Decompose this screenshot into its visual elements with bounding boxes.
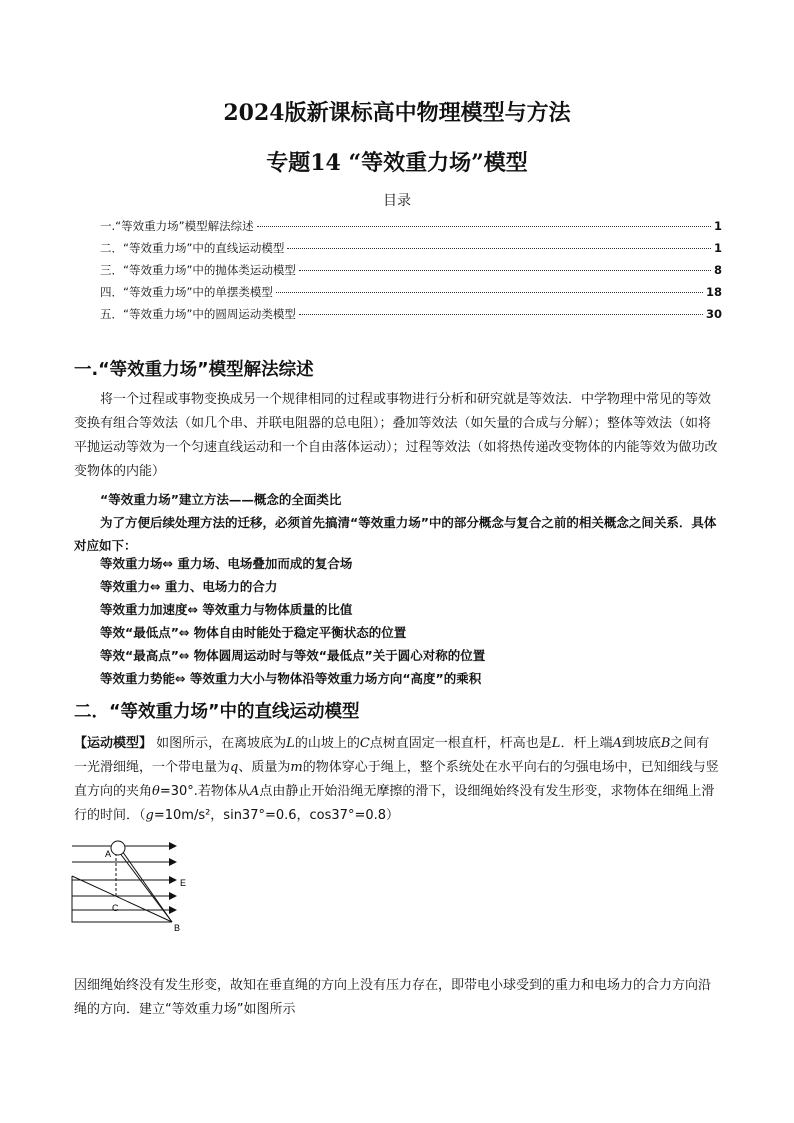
toc-entry-label: 二．“等效重力场”中的直线运动模型 <box>100 241 285 255</box>
toc-leader-dots <box>299 314 703 315</box>
method-title: “等效重力场”建立方法——概念的全面类比 <box>100 492 342 507</box>
math-var: θ <box>152 784 160 799</box>
definition-item: 等效重力势能⇔ 等效重力大小与物体沿等效重力场方向“高度”的乘积 <box>100 671 482 686</box>
math-var: g <box>145 808 154 823</box>
analysis-paragraph: 因细绳始终没有发生形变，故知在垂直绳的方向上没有压力存在，即带电小球受到的重力和电场力的合力方向沿绳的方向．建立“等效重力场”如图所示 <box>74 978 712 1017</box>
text-run: 的物体穿心于绳上，整个系统处在水平向右的匀强电场中，已知细线与竖直方向的夹角 <box>74 760 719 799</box>
text-run: 之间有一光滑细绳，一个带电量为 <box>74 736 710 775</box>
section-heading-1: 一.“等效重力场”模型解法综述 <box>74 360 314 380</box>
text-run: ．杆上端 <box>560 736 613 751</box>
text-run: 点由静止开始沿绳无摩擦的滑下，设细绳始终没有发生形变，求物体在细绳上滑行的时间．（ <box>74 784 715 823</box>
section-heading-2: 二．“等效重力场”中的直线运动模型 <box>74 702 360 722</box>
definition-item: 等效重力场⇔ 重力场、电场叠加而成的复合场 <box>100 556 353 571</box>
toc-entry-page: 30 <box>705 307 722 321</box>
toc-leader-dots <box>299 270 711 271</box>
label-e: E <box>180 878 187 888</box>
toc-entry-label: 五．“等效重力场”中的圆周运动类模型 <box>100 307 296 321</box>
text-run: 、质量为 <box>238 760 291 775</box>
slope-surface <box>72 876 172 922</box>
math-var: L <box>286 736 295 751</box>
definition-list <box>100 552 722 690</box>
intro-paragraph: 将一个过程或事物变换成另一个规律相同的过程或事物进行分析和研究就是等效法．中学物理中常见的等效变换有组合等效法（如几个串、并联电阻器的总电阻）；叠加等效法（如矢量的合成与分解）；整体等效法（如将平抛运动等效为一个匀速直线运动和一个自由落体运动）；过程等效法（如将热传递改变物体的内能等效为做功改变物体的内能） <box>74 392 718 479</box>
problem-paragraph <box>74 732 722 828</box>
definition-item: 等效重力加速度⇔ 等效重力与物体质量的比值 <box>100 602 353 617</box>
toc-entry-page: 1 <box>713 219 722 233</box>
toc-entry[interactable] <box>100 306 722 328</box>
definition-item: 等效“最高点”⇔ 物体圆周运动时与等效“最低点”关于圆心对称的位置 <box>100 648 486 663</box>
definition-item: 等效重力⇔ 重力、电场力的合力 <box>100 579 278 594</box>
charged-ball <box>111 841 125 855</box>
math-var: C <box>359 736 370 751</box>
math-var: B <box>660 736 671 751</box>
physics-figure <box>64 834 194 934</box>
toc-entry-page: 18 <box>705 285 722 299</box>
math-var: m <box>290 760 303 775</box>
method-text: 为了方便后续处理方法的迁移，必须首先搞清“等效重力场”中的部分概念与复合之前的相关概念之间关系．具体对应如下： <box>74 515 717 553</box>
math-var: q <box>230 760 239 775</box>
text-run: 如图所示，在离坡底为 <box>156 736 287 751</box>
document-title: 2024版新课标高中物理模型与方法 <box>223 100 571 126</box>
table-of-contents <box>100 218 722 328</box>
toc-entry-page: 1 <box>713 241 722 255</box>
math-var: A <box>612 736 622 751</box>
rope-edge <box>120 848 172 922</box>
toc-entry[interactable] <box>100 284 722 306</box>
toc-entry-page: 8 <box>713 263 722 277</box>
toc-leader-dots <box>257 226 711 227</box>
toc-leader-dots <box>287 248 711 249</box>
toc-leader-dots <box>276 292 703 293</box>
text-run: 的山坡上的 <box>294 736 360 751</box>
toc-entry-label: 三．“等效重力场”中的抛体类运动模型 <box>100 263 296 277</box>
label-a: A <box>105 849 112 859</box>
toc-entry[interactable] <box>100 218 722 240</box>
definition-item: 等效“最低点”⇔ 物体自由时能处于稳定平衡状态的位置 <box>100 625 407 640</box>
toc-entry[interactable] <box>100 240 722 262</box>
math-var: L <box>551 736 561 751</box>
toc-entry[interactable] <box>100 262 722 284</box>
problem-tag: 【运动模型】 <box>74 736 153 751</box>
text-run: =30°.若物体从 <box>159 784 250 799</box>
toc-heading: 目录 <box>383 193 411 209</box>
toc-entry-label: 四．“等效重力场”中的单摆类模型 <box>100 285 273 299</box>
text-run: 点树直固定一根直杆，杆高也是 <box>369 736 552 751</box>
text-run: 到坡底 <box>621 736 661 751</box>
toc-entry-label: 一.“等效重力场”模型解法综述 <box>100 219 254 233</box>
document-subtitle: 专题14 “等效重力场”模型 <box>266 150 528 176</box>
label-b: B <box>174 923 181 933</box>
math-var: A <box>249 784 260 799</box>
label-c: C <box>112 903 119 913</box>
text-run: =10m/s²，sin37°=0.6，cos37°=0.8） <box>153 808 400 823</box>
